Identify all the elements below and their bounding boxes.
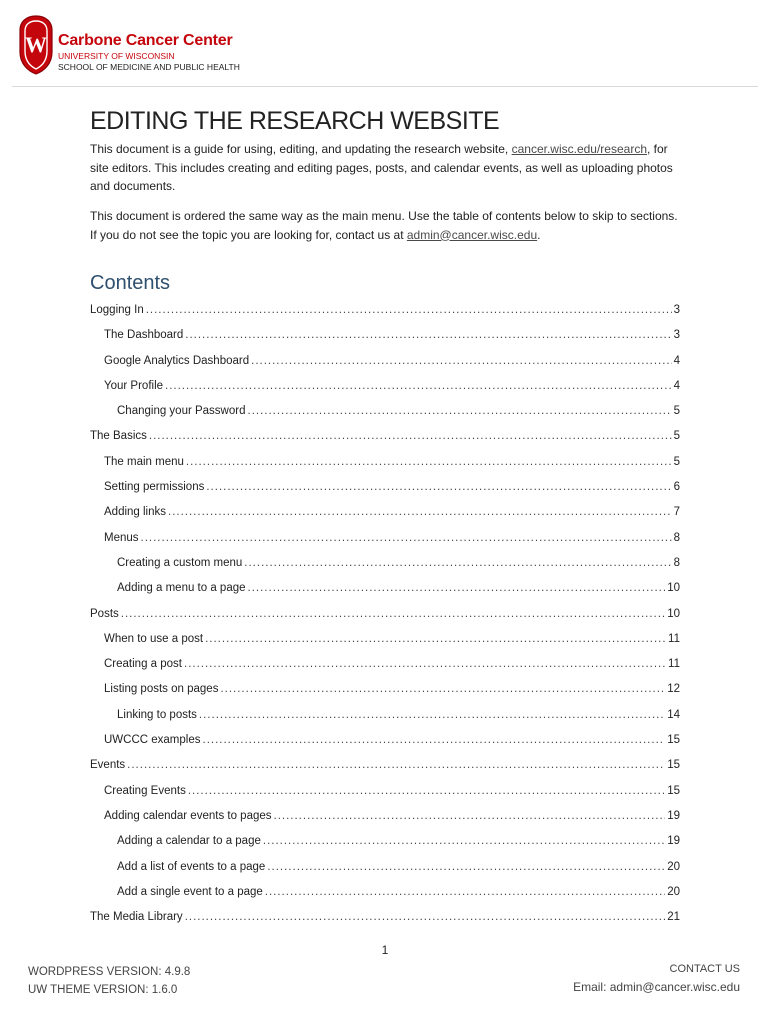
document-title: EDITING THE RESEARCH WEBSITE — [90, 107, 500, 135]
toc-entry-label: The Media Library — [90, 911, 183, 924]
toc-entry-label: Linking to posts — [117, 708, 197, 721]
university-name: UNIVERSITY OF WISCONSIN — [58, 51, 175, 61]
toc-entry-page: 5 — [673, 455, 680, 468]
toc-entry[interactable] — [90, 454, 680, 479]
toc-entry-label: The Basics — [90, 430, 147, 443]
toc-leader-dots — [168, 504, 672, 520]
toc-entry[interactable] — [90, 707, 680, 732]
toc-entry-label: Setting permissions — [104, 481, 205, 494]
toc-entry-label: Adding links — [104, 506, 167, 519]
toc-entry-label: Adding a calendar to a page — [117, 835, 261, 848]
toc-entry-page: 10 — [667, 582, 680, 595]
org-name: Carbone Cancer Center — [58, 32, 233, 49]
school-name: SCHOOL OF MEDICINE AND PUBLIC HEALTH — [58, 62, 240, 72]
contact-email[interactable]: Email: admin@cancer.wisc.edu — [573, 980, 740, 994]
toc-entry[interactable] — [90, 302, 680, 327]
intro-paragraph — [90, 140, 680, 196]
order-text-1: This document is ordered the same way as the main menu. Use the table of contents below to skip to sections. If you do not see the topic you are looking for, contact us at — [90, 209, 678, 242]
toc-entry[interactable] — [90, 428, 680, 453]
order-text-2: . — [537, 227, 541, 242]
toc-entry-page: 7 — [673, 506, 680, 519]
toc-entry-page: 14 — [667, 708, 680, 721]
toc-leader-dots — [146, 302, 672, 318]
toc-leader-dots — [263, 833, 665, 849]
header-divider — [12, 86, 758, 87]
toc-leader-dots — [244, 555, 671, 571]
toc-entry-label: Your Profile — [104, 379, 164, 392]
toc-leader-dots — [186, 454, 672, 470]
toc-leader-dots — [149, 428, 672, 444]
toc-entry[interactable] — [90, 479, 680, 504]
toc-entry[interactable] — [90, 833, 680, 858]
toc-leader-dots — [121, 606, 665, 622]
toc-entry-label: Creating a custom menu — [117, 556, 243, 569]
toc-leader-dots — [185, 327, 671, 343]
uw-crest-icon — [18, 14, 54, 76]
toc-leader-dots — [199, 707, 665, 723]
carbone-logo — [18, 14, 258, 78]
toc-leader-dots — [251, 353, 671, 369]
research-site-link[interactable]: cancer.wisc.edu/research — [511, 142, 647, 156]
toc-entry-page: 11 — [668, 632, 680, 645]
toc-entry-label: Add a list of events to a page — [117, 860, 266, 873]
toc-entry-page: 20 — [667, 860, 680, 873]
toc-entry[interactable] — [90, 327, 680, 352]
toc-entry[interactable] — [90, 732, 680, 757]
toc-leader-dots — [185, 909, 666, 925]
toc-entry[interactable] — [90, 859, 680, 884]
toc-entry-label: Google Analytics Dashboard — [104, 354, 250, 367]
toc-entry-page: 19 — [667, 809, 680, 822]
crest-letter: W — [25, 32, 47, 57]
toc-leader-dots — [203, 732, 666, 748]
admin-email-link[interactable]: admin@cancer.wisc.edu — [406, 227, 538, 242]
toc-entry-page: 20 — [667, 885, 680, 898]
toc-entry-label: Add a single event to a page — [117, 885, 263, 898]
toc-entry[interactable] — [90, 606, 680, 631]
intro-text-2: , for site editors. This includes creating and editing pages, posts, and calendar events, as well as uploading photos and documents. — [90, 142, 673, 193]
toc-entry[interactable] — [90, 555, 680, 580]
toc-leader-dots — [127, 757, 665, 773]
toc-entry-label: Posts — [90, 607, 119, 620]
toc-entry-label: Changing your Password — [117, 405, 246, 418]
toc-entry[interactable] — [90, 656, 680, 681]
toc-leader-dots — [205, 631, 666, 647]
toc-entry-label: When to use a post — [104, 632, 204, 645]
toc-entry-page: 10 — [667, 607, 680, 620]
toc-entry-page: 8 — [673, 556, 680, 569]
toc-entry-label: Listing posts on pages — [104, 683, 219, 696]
toc-entry[interactable] — [90, 530, 680, 555]
toc-entry[interactable] — [90, 580, 680, 605]
toc-entry-label: Logging In — [90, 304, 144, 316]
toc-entry-page: 21 — [667, 911, 680, 924]
contents-heading: Contents — [90, 272, 171, 294]
toc-leader-dots — [265, 884, 665, 900]
toc-entry-page: 15 — [667, 734, 680, 747]
toc-entry[interactable] — [90, 504, 680, 529]
toc-entry-page: 4 — [673, 379, 680, 392]
toc-entry-label: UWCCC examples — [104, 734, 201, 747]
toc-entry-label: The Dashboard — [104, 329, 184, 342]
toc-entry-label: Adding a menu to a page — [117, 582, 246, 595]
toc-entry-label: Creating a post — [104, 658, 182, 671]
toc-leader-dots — [248, 580, 666, 596]
toc-leader-dots — [267, 859, 665, 875]
toc-entry-label: Creating Events — [104, 784, 186, 797]
toc-entry-page: 15 — [667, 784, 680, 797]
order-paragraph — [90, 207, 680, 244]
toc-entry[interactable] — [90, 884, 680, 909]
toc-entry-label: Menus — [104, 531, 139, 544]
toc-entry[interactable] — [90, 783, 680, 808]
toc-entry-page: 6 — [673, 481, 680, 494]
toc-entry-page: 8 — [673, 531, 680, 544]
toc-leader-dots — [165, 378, 672, 394]
toc-entry-page: 12 — [667, 683, 680, 696]
toc-leader-dots — [248, 403, 672, 419]
toc-entry-label: The main menu — [104, 455, 184, 468]
toc-leader-dots — [274, 808, 666, 824]
toc-leader-dots — [206, 479, 671, 495]
page-number: 1 — [381, 943, 389, 957]
toc-leader-dots — [188, 783, 665, 799]
contact-label: CONTACT US — [669, 963, 740, 975]
wordpress-version: WORDPRESS VERSION: 4.9.8 — [28, 966, 191, 978]
table-of-contents — [90, 302, 680, 934]
toc-entry[interactable] — [90, 808, 680, 833]
toc-entry-page: 11 — [668, 658, 680, 671]
toc-entry[interactable] — [90, 909, 680, 934]
toc-leader-dots — [184, 656, 666, 672]
toc-entry[interactable] — [90, 631, 680, 656]
theme-version: UW THEME VERSION: 1.6.0 — [28, 984, 178, 996]
toc-leader-dots — [141, 530, 672, 546]
toc-entry-label: Events — [90, 759, 126, 772]
toc-entry[interactable] — [90, 403, 680, 428]
toc-entry[interactable] — [90, 757, 680, 782]
toc-entry-page: 19 — [667, 835, 680, 848]
toc-entry[interactable] — [90, 353, 680, 378]
toc-entry-page: 5 — [673, 405, 680, 418]
toc-entry-label: Adding calendar events to pages — [104, 809, 272, 822]
toc-entry-page: 4 — [673, 354, 680, 367]
toc-entry[interactable] — [90, 378, 680, 403]
toc-entry-page: 15 — [667, 759, 680, 772]
toc-entry-page: 3 — [673, 304, 680, 316]
intro-text-1: This document is a guide for using, editing, and updating the research website, — [90, 142, 512, 156]
toc-entry-page: 5 — [673, 430, 680, 443]
toc-leader-dots — [220, 681, 665, 697]
toc-entry-page: 3 — [673, 329, 680, 342]
toc-entry[interactable] — [90, 681, 680, 706]
